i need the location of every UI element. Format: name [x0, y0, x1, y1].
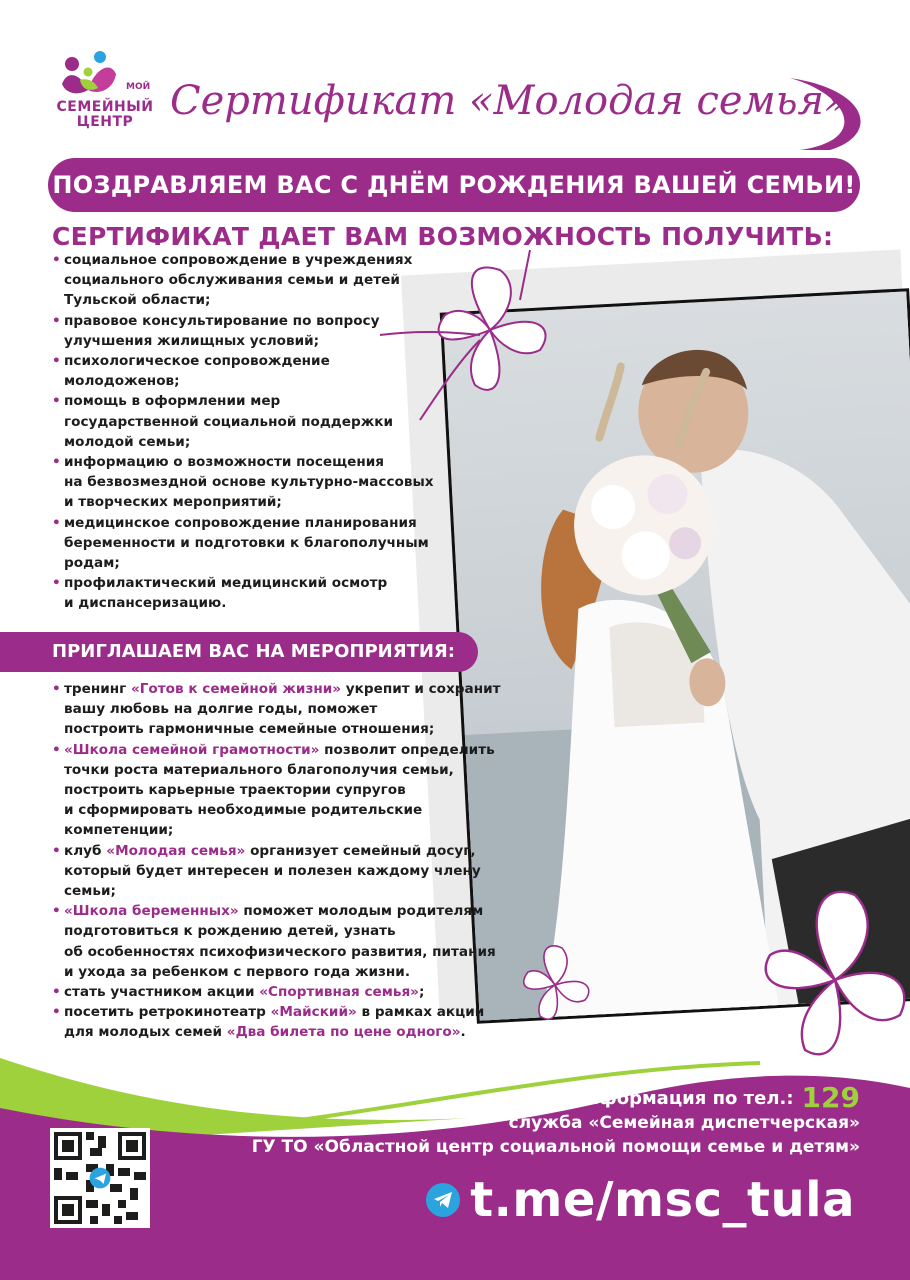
list-item: • психологическое сопровождение молодоженов; [52, 351, 452, 391]
phone-label: Информация по тел.: [571, 1088, 794, 1109]
phone-line [252, 1081, 860, 1114]
event-name: «Два билета по цене одного» [226, 1024, 461, 1041]
benefits-heading: СЕРТИФИКАТ ДАЕТ ВАМ ВОЗМОЖНОСТЬ ПОЛУЧИТЬ: [52, 222, 834, 251]
family-logo-icon [58, 50, 128, 98]
telegram-url[interactable]: t.me/msc_tula [470, 1172, 855, 1228]
item-text: организует семейный досуг, который будет интересен и полезен каждому члену семьи; [64, 842, 481, 900]
list-item [52, 740, 522, 841]
item-text: стать участником акции [64, 984, 260, 1001]
list-item [52, 841, 522, 902]
congrats-banner: ПОЗДРАВЛЯЕМ ВАС С ДНЁМ РОЖДЕНИЯ ВАШЕЙ СЕМЬИ! [48, 158, 860, 212]
event-name: «Готов к семейной жизни» [130, 681, 342, 697]
organization-name: ГУ ТО «Областной центр социальной помощи семье и детям» [251, 1137, 860, 1157]
item-text: в рамках акции для молодых семей [64, 1004, 485, 1041]
qr-code-icon [54, 1132, 146, 1224]
list-item [52, 982, 522, 1002]
list-item [52, 679, 522, 740]
event-name: «Школа семейной грамотности» [64, 741, 320, 758]
list-item: • информацию о возможности посещения на безвозмездной основе культурно-массовых и творческих мероприятий; [52, 452, 452, 513]
item-text: посетить ретрокинотеатр [64, 1004, 271, 1021]
contact-info [251, 1081, 860, 1159]
event-name: «Спортивная семья» [259, 984, 419, 1001]
list-item [52, 1002, 522, 1042]
events-list [52, 679, 522, 1043]
item-text: укрепит и сохранит вашу любовь на долгие годы, поможет построить гармоничные семейные отношения; [64, 681, 501, 738]
lily-flower-large-icon [740, 870, 910, 1070]
logo-line1: СЕМЕЙНЫЙ [56, 99, 154, 115]
phone-number[interactable]: 129 [801, 1081, 860, 1114]
item-text: клуб [64, 842, 107, 859]
list-item: • помощь в оформлении мер государственной социальной поддержки молодой семьи; [52, 391, 452, 452]
event-name: «Школа беременных» [64, 903, 239, 920]
item-text: поможет молодым родителям подготовиться к рождению детей, узнать об особенностях психофизического развития, питания и ухода за ребенком с первого года жизни. [64, 903, 496, 980]
telegram-link[interactable] [426, 1172, 855, 1228]
item-text: позволит определить точки роста материального благополучия семьи, построить карьерные траектории супругов и сформировать необходимые родительские компетенции; [64, 741, 495, 839]
service-name: служба «Семейная диспетчерская» [508, 1113, 860, 1133]
logo-my-text: МОЙ [126, 82, 151, 92]
item-text: ; [418, 984, 425, 1001]
list-item: • социальное сопровождение в учреждениях социального обслуживания семьи и детей Тульской области; [52, 250, 452, 311]
list-item: • правовое консультирование по вопросу улучшения жилищных условий; [52, 311, 452, 351]
logo-text [50, 100, 160, 130]
events-heading: ПРИГЛАШАЕМ ВАС НА МЕРОПРИЯТИЯ: [0, 632, 478, 672]
qr-code[interactable] [50, 1128, 150, 1228]
event-name: «Молодая семья» [106, 842, 246, 859]
logo-line2: ЦЕНТР [76, 114, 134, 130]
page-title: Сертификат «Молодая семья» [170, 78, 849, 124]
benefits-list [52, 250, 452, 614]
item-text: . [460, 1024, 466, 1041]
list-item: • медицинское сопровождение планирования беременности и подготовки к благополучным родам; [52, 513, 452, 574]
telegram-icon [426, 1183, 460, 1217]
event-name: «Майский» [270, 1004, 357, 1021]
list-item: • профилактический медицинский осмотр и диспансеризацию. [52, 573, 452, 613]
list-item [52, 901, 522, 982]
item-text: тренинг [64, 681, 131, 697]
logo [50, 50, 160, 145]
